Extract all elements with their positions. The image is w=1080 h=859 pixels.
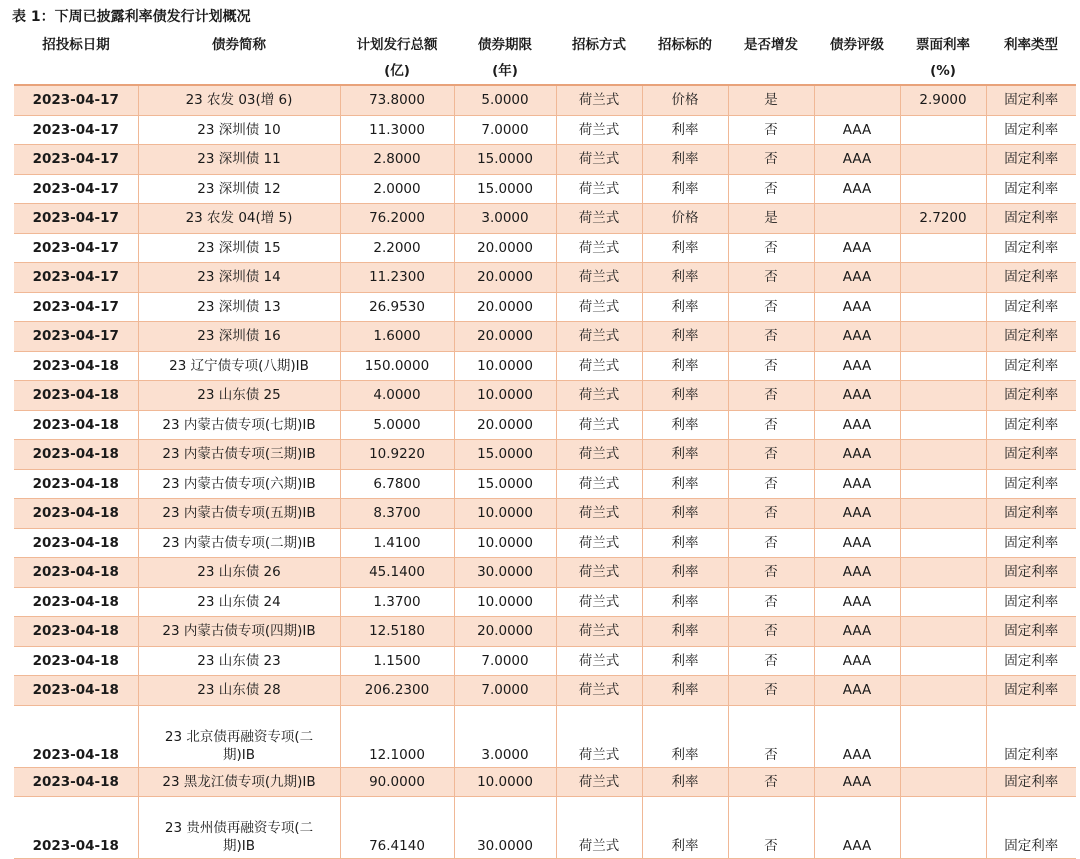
cell-rate-type: 固定利率 — [986, 381, 1076, 411]
cell-bid-target: 价格 — [642, 204, 728, 234]
cell-bid-method: 荷兰式 — [556, 469, 642, 499]
cell-bond-name: 23 深圳债 10 — [138, 115, 340, 145]
cell-bond-name: 23 内蒙古债专项(三期)IB — [138, 440, 340, 470]
cell-bid-target: 利率 — [642, 499, 728, 529]
cell-rate-type: 固定利率 — [986, 85, 1076, 115]
cell-bid-date: 2023-04-18 — [14, 676, 138, 706]
cell-coupon-rate — [900, 558, 986, 588]
cell-bid-date: 2023-04-18 — [14, 440, 138, 470]
cell-coupon-rate — [900, 351, 986, 381]
cell-term: 7.0000 — [454, 676, 556, 706]
cell-bond-name: 23 山东债 25 — [138, 381, 340, 411]
cell-coupon-rate — [900, 145, 986, 175]
cell-rate-type: 固定利率 — [986, 233, 1076, 263]
cell-bid-target: 利率 — [642, 115, 728, 145]
cell-bond-name: 23 深圳债 12 — [138, 174, 340, 204]
header-label: 招标方式 — [572, 37, 626, 53]
cell-bid-date: 2023-04-17 — [14, 292, 138, 322]
header-term — [454, 32, 556, 85]
cell-bid-method: 荷兰式 — [556, 499, 642, 529]
cell-term: 5.0000 — [454, 85, 556, 115]
header-bid-date — [14, 32, 138, 85]
cell-term: 15.0000 — [454, 145, 556, 175]
cell-coupon-rate — [900, 676, 986, 706]
cell-coupon-rate — [900, 646, 986, 676]
table-row — [14, 646, 1076, 676]
cell-bid-method: 荷兰式 — [556, 410, 642, 440]
header-row — [14, 32, 1076, 85]
cell-is-additional: 否 — [728, 499, 814, 529]
table-row — [14, 705, 1076, 767]
cell-is-additional: 否 — [728, 322, 814, 352]
cell-bid-method: 荷兰式 — [556, 351, 642, 381]
cell-rate-type: 固定利率 — [986, 676, 1076, 706]
cell-coupon-rate — [900, 587, 986, 617]
cell-rate-type: 固定利率 — [986, 528, 1076, 558]
cell-coupon-rate — [900, 263, 986, 293]
cell-rate-type: 固定利率 — [986, 174, 1076, 204]
header-bond-name — [138, 32, 340, 85]
cell-rating: AAA — [814, 381, 900, 411]
cell-bid-target: 利率 — [642, 528, 728, 558]
header-is-additional — [728, 32, 814, 85]
table-row — [14, 410, 1076, 440]
cell-is-additional: 否 — [728, 410, 814, 440]
cell-coupon-rate — [900, 499, 986, 529]
table-row — [14, 469, 1076, 499]
cell-term: 20.0000 — [454, 617, 556, 647]
cell-bond-name: 23 贵州债再融资专项(二期)IB — [138, 797, 340, 859]
cell-term: 20.0000 — [454, 263, 556, 293]
header-planned-amount — [340, 32, 454, 85]
cell-bond-name: 23 内蒙古债专项(六期)IB — [138, 469, 340, 499]
cell-planned-amount: 2.8000 — [340, 145, 454, 175]
cell-rate-type: 固定利率 — [986, 499, 1076, 529]
cell-bid-date: 2023-04-18 — [14, 646, 138, 676]
header-unit: (亿) — [384, 63, 410, 79]
cell-bid-method: 荷兰式 — [556, 528, 642, 558]
cell-planned-amount: 76.4140 — [340, 797, 454, 859]
cell-rate-type: 固定利率 — [986, 767, 1076, 797]
cell-rating: AAA — [814, 558, 900, 588]
cell-term: 15.0000 — [454, 174, 556, 204]
cell-term: 20.0000 — [454, 233, 556, 263]
cell-rate-type: 固定利率 — [986, 410, 1076, 440]
cell-rate-type: 固定利率 — [986, 204, 1076, 234]
cell-bid-method: 荷兰式 — [556, 587, 642, 617]
cell-planned-amount: 26.9530 — [340, 292, 454, 322]
cell-bid-method: 荷兰式 — [556, 558, 642, 588]
cell-planned-amount: 45.1400 — [340, 558, 454, 588]
table-row — [14, 263, 1076, 293]
header-label: 债券简称 — [212, 37, 266, 53]
table-row — [14, 587, 1076, 617]
cell-bond-name: 23 深圳债 16 — [138, 322, 340, 352]
cell-is-additional: 是 — [728, 85, 814, 115]
cell-is-additional: 否 — [728, 292, 814, 322]
cell-is-additional: 否 — [728, 469, 814, 499]
cell-bond-name: 23 内蒙古债专项(五期)IB — [138, 499, 340, 529]
header-label: 是否增发 — [744, 37, 798, 53]
table-row — [14, 528, 1076, 558]
cell-planned-amount: 12.5180 — [340, 617, 454, 647]
cell-planned-amount: 8.3700 — [340, 499, 454, 529]
cell-bid-target: 利率 — [642, 263, 728, 293]
cell-bid-method: 荷兰式 — [556, 233, 642, 263]
cell-bid-target: 利率 — [642, 705, 728, 767]
cell-term: 20.0000 — [454, 292, 556, 322]
cell-rate-type: 固定利率 — [986, 587, 1076, 617]
cell-planned-amount: 11.3000 — [340, 115, 454, 145]
cell-bid-date: 2023-04-18 — [14, 381, 138, 411]
table-row — [14, 292, 1076, 322]
cell-bid-method: 荷兰式 — [556, 145, 642, 175]
cell-rate-type: 固定利率 — [986, 292, 1076, 322]
cell-rating: AAA — [814, 469, 900, 499]
cell-bid-target: 利率 — [642, 676, 728, 706]
cell-coupon-rate — [900, 440, 986, 470]
cell-is-additional: 否 — [728, 381, 814, 411]
cell-planned-amount: 4.0000 — [340, 381, 454, 411]
header-rate-type — [986, 32, 1076, 85]
cell-bid-target: 价格 — [642, 85, 728, 115]
cell-term: 15.0000 — [454, 469, 556, 499]
cell-bid-method: 荷兰式 — [556, 705, 642, 767]
cell-is-additional: 否 — [728, 351, 814, 381]
table-caption: 表 1：下周已披露利率债发行计划概况 — [12, 9, 251, 25]
header-label: 票面利率 — [916, 37, 970, 53]
cell-rating: AAA — [814, 767, 900, 797]
cell-is-additional: 否 — [728, 767, 814, 797]
cell-bid-date: 2023-04-18 — [14, 528, 138, 558]
cell-term: 10.0000 — [454, 587, 556, 617]
cell-coupon-rate — [900, 174, 986, 204]
cell-coupon-rate — [900, 767, 986, 797]
cell-rate-type: 固定利率 — [986, 797, 1076, 859]
cell-term: 3.0000 — [454, 705, 556, 767]
table-row — [14, 381, 1076, 411]
table-row — [14, 322, 1076, 352]
cell-is-additional: 否 — [728, 528, 814, 558]
cell-term: 30.0000 — [454, 558, 556, 588]
cell-is-additional: 否 — [728, 263, 814, 293]
cell-bond-name: 23 深圳债 13 — [138, 292, 340, 322]
cell-bid-method: 荷兰式 — [556, 617, 642, 647]
cell-is-additional: 否 — [728, 587, 814, 617]
table-row — [14, 115, 1076, 145]
cell-planned-amount: 6.7800 — [340, 469, 454, 499]
table-row — [14, 351, 1076, 381]
cell-bid-date: 2023-04-17 — [14, 233, 138, 263]
cell-planned-amount: 1.4100 — [340, 528, 454, 558]
cell-is-additional: 否 — [728, 617, 814, 647]
cell-is-additional: 否 — [728, 705, 814, 767]
cell-coupon-rate — [900, 322, 986, 352]
cell-rate-type: 固定利率 — [986, 646, 1076, 676]
cell-bid-target: 利率 — [642, 381, 728, 411]
cell-bid-date: 2023-04-17 — [14, 145, 138, 175]
cell-is-additional: 否 — [728, 174, 814, 204]
cell-term: 10.0000 — [454, 381, 556, 411]
table-row — [14, 233, 1076, 263]
cell-bid-target: 利率 — [642, 558, 728, 588]
cell-bid-date: 2023-04-17 — [14, 115, 138, 145]
cell-bid-target: 利率 — [642, 469, 728, 499]
cell-term: 7.0000 — [454, 115, 556, 145]
cell-rating: AAA — [814, 263, 900, 293]
header-label: 债券评级 — [830, 37, 884, 53]
cell-rating: AAA — [814, 528, 900, 558]
cell-rate-type: 固定利率 — [986, 115, 1076, 145]
cell-term: 20.0000 — [454, 410, 556, 440]
cell-bid-date: 2023-04-18 — [14, 617, 138, 647]
cell-bid-method: 荷兰式 — [556, 292, 642, 322]
cell-bid-date: 2023-04-18 — [14, 797, 138, 859]
cell-rating: AAA — [814, 233, 900, 263]
table-row — [14, 440, 1076, 470]
cell-bond-name: 23 内蒙古债专项(二期)IB — [138, 528, 340, 558]
header-rating — [814, 32, 900, 85]
cell-rating: AAA — [814, 617, 900, 647]
cell-bid-method: 荷兰式 — [556, 440, 642, 470]
cell-rating: AAA — [814, 705, 900, 767]
cell-coupon-rate: 2.7200 — [900, 204, 986, 234]
table-row — [14, 204, 1076, 234]
cell-bid-method: 荷兰式 — [556, 646, 642, 676]
header-unit: (%) — [930, 63, 956, 79]
cell-bid-method: 荷兰式 — [556, 797, 642, 859]
cell-term: 15.0000 — [454, 440, 556, 470]
cell-planned-amount: 5.0000 — [340, 410, 454, 440]
table-body — [14, 85, 1076, 859]
cell-bid-target: 利率 — [642, 174, 728, 204]
cell-bid-target: 利率 — [642, 587, 728, 617]
cell-bid-method: 荷兰式 — [556, 115, 642, 145]
cell-bid-date: 2023-04-18 — [14, 499, 138, 529]
cell-bid-method: 荷兰式 — [556, 322, 642, 352]
table-row — [14, 145, 1076, 175]
cell-bid-target: 利率 — [642, 797, 728, 859]
cell-bond-name: 23 黑龙江债专项(九期)IB — [138, 767, 340, 797]
cell-coupon-rate — [900, 115, 986, 145]
cell-rate-type: 固定利率 — [986, 617, 1076, 647]
cell-bid-date: 2023-04-17 — [14, 85, 138, 115]
cell-term: 7.0000 — [454, 646, 556, 676]
cell-planned-amount: 90.0000 — [340, 767, 454, 797]
cell-bid-date: 2023-04-18 — [14, 558, 138, 588]
cell-bid-method: 荷兰式 — [556, 85, 642, 115]
cell-bid-method: 荷兰式 — [556, 676, 642, 706]
cell-bond-name: 23 内蒙古债专项(四期)IB — [138, 617, 340, 647]
cell-planned-amount: 76.2000 — [340, 204, 454, 234]
cell-planned-amount: 1.6000 — [340, 322, 454, 352]
cell-rate-type: 固定利率 — [986, 558, 1076, 588]
cell-rate-type: 固定利率 — [986, 705, 1076, 767]
cell-bond-name: 23 山东债 28 — [138, 676, 340, 706]
cell-bond-name: 23 辽宁债专项(八期)IB — [138, 351, 340, 381]
cell-planned-amount: 1.1500 — [340, 646, 454, 676]
cell-rating: AAA — [814, 440, 900, 470]
cell-bond-name: 23 农发 04(增 5) — [138, 204, 340, 234]
cell-coupon-rate — [900, 705, 986, 767]
cell-bid-date: 2023-04-18 — [14, 705, 138, 767]
header-unit: (年) — [492, 63, 518, 79]
cell-bond-name: 23 深圳债 14 — [138, 263, 340, 293]
cell-rating: AAA — [814, 797, 900, 859]
cell-planned-amount: 10.9220 — [340, 440, 454, 470]
cell-coupon-rate: 2.9000 — [900, 85, 986, 115]
cell-bid-method: 荷兰式 — [556, 204, 642, 234]
cell-rating: AAA — [814, 174, 900, 204]
cell-is-additional: 否 — [728, 440, 814, 470]
cell-rating: AAA — [814, 410, 900, 440]
table-row — [14, 85, 1076, 115]
cell-bid-method: 荷兰式 — [556, 263, 642, 293]
cell-rate-type: 固定利率 — [986, 263, 1076, 293]
cell-bid-date: 2023-04-18 — [14, 410, 138, 440]
cell-is-additional: 否 — [728, 676, 814, 706]
cell-rate-type: 固定利率 — [986, 351, 1076, 381]
cell-bid-target: 利率 — [642, 617, 728, 647]
cell-is-additional: 否 — [728, 115, 814, 145]
cell-bid-date: 2023-04-18 — [14, 587, 138, 617]
header-label: 债券期限 — [478, 37, 532, 53]
table-row — [14, 499, 1076, 529]
cell-bond-name: 23 山东债 23 — [138, 646, 340, 676]
header-label: 招投标日期 — [42, 37, 110, 53]
cell-planned-amount: 1.3700 — [340, 587, 454, 617]
cell-term: 30.0000 — [454, 797, 556, 859]
cell-rate-type: 固定利率 — [986, 469, 1076, 499]
cell-is-additional: 否 — [728, 797, 814, 859]
cell-bond-name: 23 北京债再融资专项(二期)IB — [138, 705, 340, 767]
cell-bid-date: 2023-04-18 — [14, 351, 138, 381]
cell-rate-type: 固定利率 — [986, 440, 1076, 470]
cell-planned-amount: 2.0000 — [340, 174, 454, 204]
header-label: 招标标的 — [658, 37, 712, 53]
cell-coupon-rate — [900, 797, 986, 859]
table-row — [14, 797, 1076, 859]
cell-rating: AAA — [814, 499, 900, 529]
cell-term: 3.0000 — [454, 204, 556, 234]
header-label: 计划发行总额 — [356, 37, 438, 53]
cell-planned-amount: 11.2300 — [340, 263, 454, 293]
cell-rating — [814, 85, 900, 115]
cell-rating: AAA — [814, 292, 900, 322]
cell-bid-method: 荷兰式 — [556, 174, 642, 204]
cell-rating: AAA — [814, 351, 900, 381]
cell-bid-date: 2023-04-17 — [14, 322, 138, 352]
table-row — [14, 676, 1076, 706]
header-bid-method — [556, 32, 642, 85]
cell-is-additional: 否 — [728, 646, 814, 676]
table-row — [14, 767, 1076, 797]
table-row — [14, 174, 1076, 204]
cell-bid-target: 利率 — [642, 440, 728, 470]
cell-is-additional: 否 — [728, 233, 814, 263]
cell-bid-target: 利率 — [642, 322, 728, 352]
cell-bond-name: 23 内蒙古债专项(七期)IB — [138, 410, 340, 440]
cell-term: 10.0000 — [454, 528, 556, 558]
cell-bond-name: 23 深圳债 15 — [138, 233, 340, 263]
cell-planned-amount: 73.8000 — [340, 85, 454, 115]
header-coupon-rate — [900, 32, 986, 85]
cell-bid-target: 利率 — [642, 233, 728, 263]
cell-is-additional: 是 — [728, 204, 814, 234]
cell-coupon-rate — [900, 469, 986, 499]
cell-coupon-rate — [900, 233, 986, 263]
cell-planned-amount: 150.0000 — [340, 351, 454, 381]
cell-coupon-rate — [900, 292, 986, 322]
cell-bid-target: 利率 — [642, 292, 728, 322]
cell-planned-amount: 12.1000 — [340, 705, 454, 767]
cell-rating: AAA — [814, 587, 900, 617]
cell-rating: AAA — [814, 322, 900, 352]
cell-rating: AAA — [814, 646, 900, 676]
cell-rate-type: 固定利率 — [986, 145, 1076, 175]
cell-coupon-rate — [900, 381, 986, 411]
cell-bond-name: 23 深圳债 11 — [138, 145, 340, 175]
cell-coupon-rate — [900, 617, 986, 647]
cell-rating: AAA — [814, 676, 900, 706]
cell-rating: AAA — [814, 115, 900, 145]
cell-term: 10.0000 — [454, 351, 556, 381]
cell-bid-date: 2023-04-17 — [14, 204, 138, 234]
cell-term: 10.0000 — [454, 767, 556, 797]
cell-bid-target: 利率 — [642, 410, 728, 440]
header-bid-target — [642, 32, 728, 85]
cell-bid-target: 利率 — [642, 145, 728, 175]
cell-coupon-rate — [900, 528, 986, 558]
cell-rating — [814, 204, 900, 234]
cell-is-additional: 否 — [728, 145, 814, 175]
header-label: 利率类型 — [1004, 37, 1058, 53]
cell-term: 20.0000 — [454, 322, 556, 352]
cell-bid-date: 2023-04-18 — [14, 469, 138, 499]
cell-bond-name: 23 农发 03(增 6) — [138, 85, 340, 115]
cell-planned-amount: 2.2000 — [340, 233, 454, 263]
cell-rate-type: 固定利率 — [986, 322, 1076, 352]
cell-bid-date: 2023-04-17 — [14, 174, 138, 204]
cell-bond-name: 23 山东债 24 — [138, 587, 340, 617]
cell-bid-target: 利率 — [642, 767, 728, 797]
cell-bid-target: 利率 — [642, 646, 728, 676]
cell-bid-date: 2023-04-18 — [14, 767, 138, 797]
cell-bid-method: 荷兰式 — [556, 381, 642, 411]
cell-rating: AAA — [814, 145, 900, 175]
cell-planned-amount: 206.2300 — [340, 676, 454, 706]
cell-bid-date: 2023-04-17 — [14, 263, 138, 293]
bond-issuance-table — [14, 32, 1076, 859]
cell-coupon-rate — [900, 410, 986, 440]
cell-term: 10.0000 — [454, 499, 556, 529]
table-row — [14, 558, 1076, 588]
cell-bid-method: 荷兰式 — [556, 767, 642, 797]
table-row — [14, 617, 1076, 647]
cell-bid-target: 利率 — [642, 351, 728, 381]
cell-is-additional: 否 — [728, 558, 814, 588]
cell-bond-name: 23 山东债 26 — [138, 558, 340, 588]
